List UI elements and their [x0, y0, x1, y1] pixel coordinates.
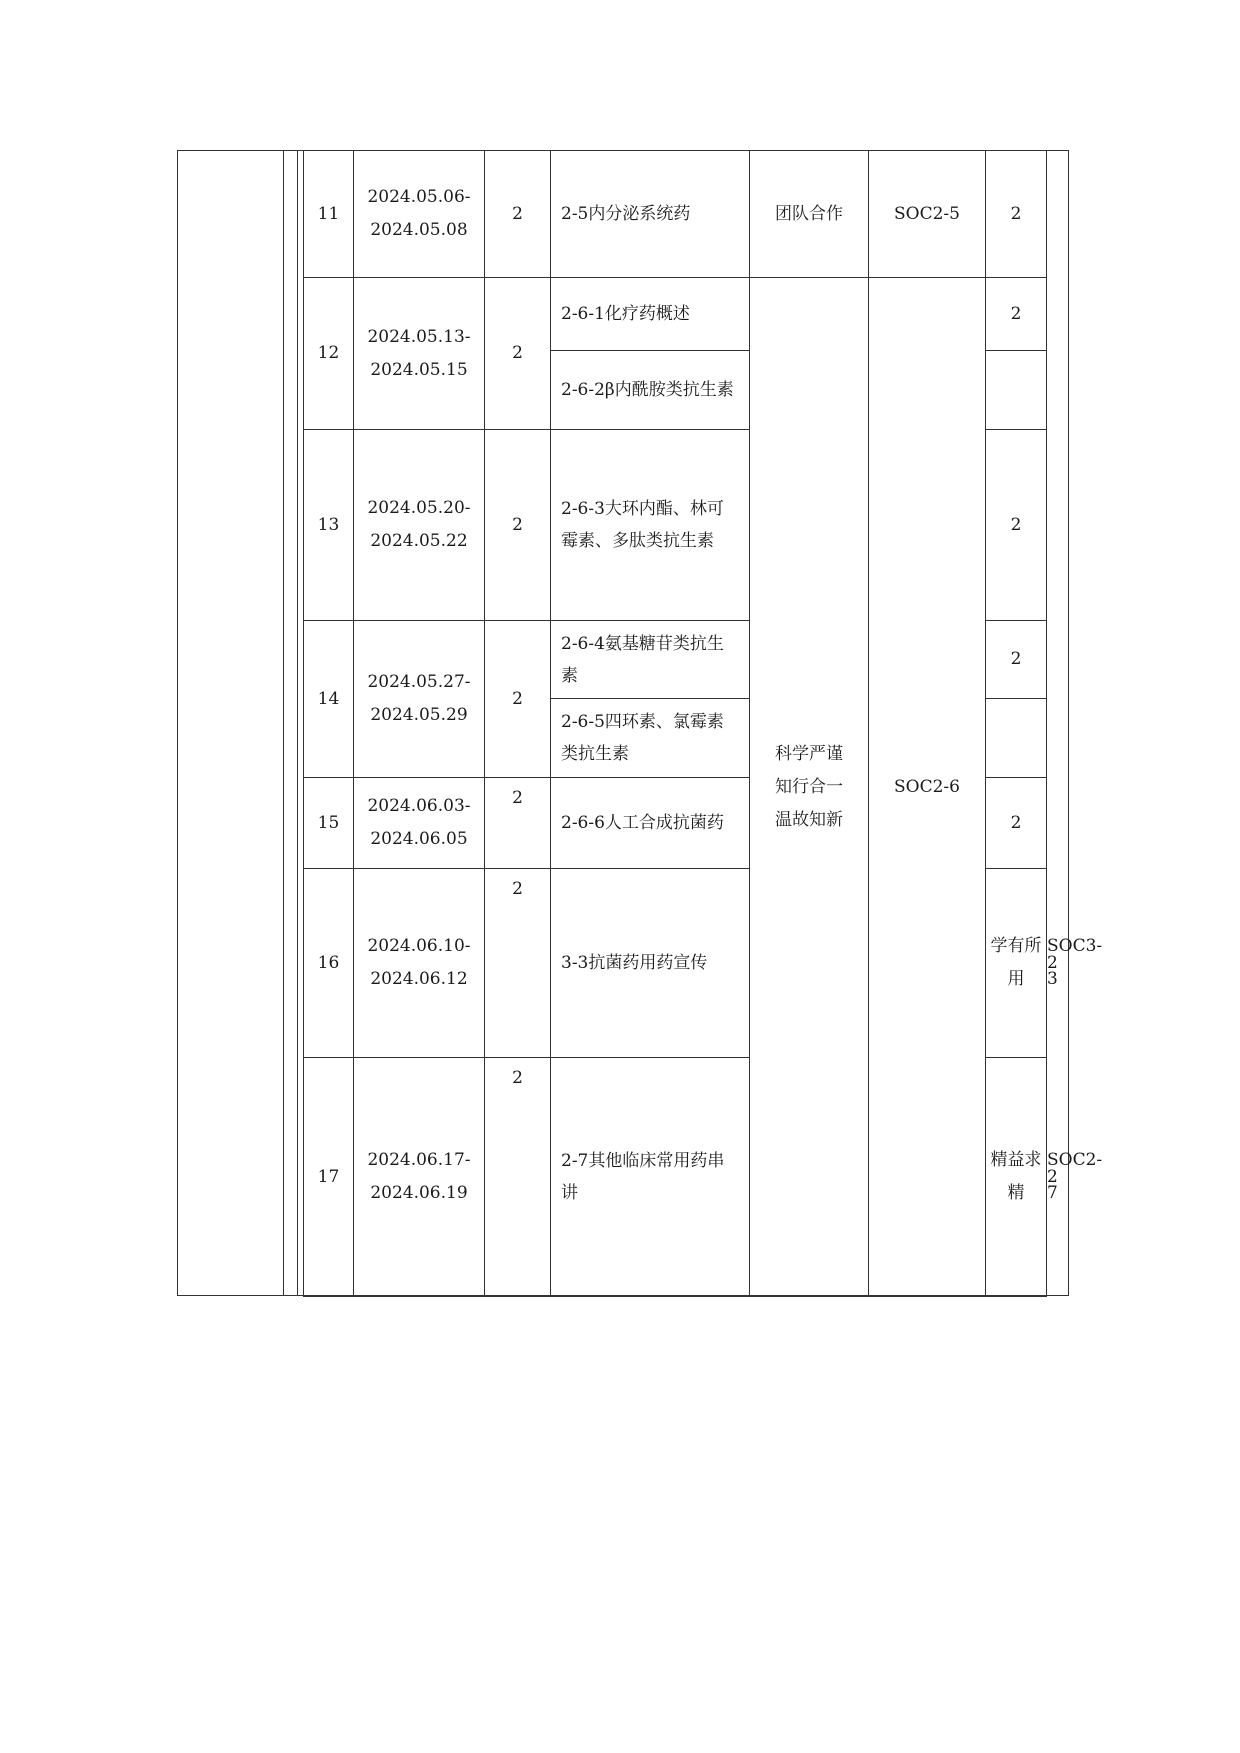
date-cell: 2024.06.10- 2024.06.12 [354, 869, 485, 1058]
topic-cell: 2-7其他临床常用药串讲 [551, 1058, 750, 1297]
values-cell: 精益求精 [986, 1058, 1047, 1297]
hours-cell: 2 [485, 778, 551, 869]
hours-cell: 2 [485, 1058, 551, 1297]
week-cell: 11 [304, 151, 354, 278]
topic-cell: 2-6-1化疗药概述 [551, 278, 750, 351]
date-cell: 2024.05.13- 2024.05.15 [354, 278, 485, 430]
date-cell: 2024.05.27- 2024.05.29 [354, 621, 485, 778]
table-row: 16 2024.06.10- 2024.06.12 2 3-3抗菌药用药宣传 学有所用 SOC3-3 2 [304, 869, 1047, 1058]
week-cell: 16 [304, 869, 354, 1058]
date-cell: 2024.06.17- 2024.06.19 [354, 1058, 485, 1297]
values-cell-merged: 科学严谨 知行合一 温故知新 [750, 278, 869, 1297]
left-column-divider-inner [297, 150, 298, 1296]
topic-cell: 2-6-2β内酰胺类抗生素 [551, 351, 750, 430]
hours-cell: 2 [485, 278, 551, 430]
week-cell: 13 [304, 430, 354, 621]
topic-cell: 2-6-6人工合成抗菌药 [551, 778, 750, 869]
topic-cell: 3-3抗菌药用药宣传 [551, 869, 750, 1058]
values-cell: 团队合作 [750, 151, 869, 278]
credit-cell [986, 699, 1047, 778]
table-row: 17 2024.06.17- 2024.06.19 2 2-7其他临床常用药串讲 精益求精 SOC2-7 2 [304, 1058, 1047, 1297]
topic-cell: 2-6-4氨基糖苷类抗生素 [551, 621, 750, 699]
table-row [304, 151, 1047, 278]
topic-cell: 2-5内分泌系统药 [551, 151, 750, 278]
credit-cell [986, 351, 1047, 430]
topic-cell: 2-6-3大环内酯、林可霉素、多肽类抗生素 [551, 430, 750, 621]
values-cell: 学有所用 [986, 869, 1047, 1058]
date-cell: 2024.05.20- 2024.05.22 [354, 430, 485, 621]
left-column-divider [283, 150, 284, 1296]
hours-cell: 2 [485, 869, 551, 1058]
topic-cell: 2-6-5四环素、氯霉素类抗生素 [551, 699, 750, 778]
hours-cell: 2 [485, 151, 551, 278]
week-cell: 12 [304, 278, 354, 430]
date-cell: 2024.05.06- 2024.05.08 [354, 151, 485, 278]
schedule-table [303, 150, 1103, 1297]
soc-cell-merged: SOC2-6 [869, 278, 986, 1297]
date-cell: 2024.06.03- 2024.06.05 [354, 778, 485, 869]
week-cell: 17 [304, 1058, 354, 1297]
credit-cell: 2 [986, 621, 1047, 699]
soc-cell: SOC2-5 [869, 151, 986, 278]
week-cell: 14 [304, 621, 354, 778]
credit-cell: 2 [986, 430, 1047, 621]
credit-cell: 2 [986, 278, 1047, 351]
hours-cell: 2 [485, 430, 551, 621]
hours-cell: 2 [485, 621, 551, 778]
credit-cell: 2 [986, 778, 1047, 869]
week-cell: 15 [304, 778, 354, 869]
table-row [304, 278, 1047, 351]
credit-cell: 2 [986, 151, 1047, 278]
